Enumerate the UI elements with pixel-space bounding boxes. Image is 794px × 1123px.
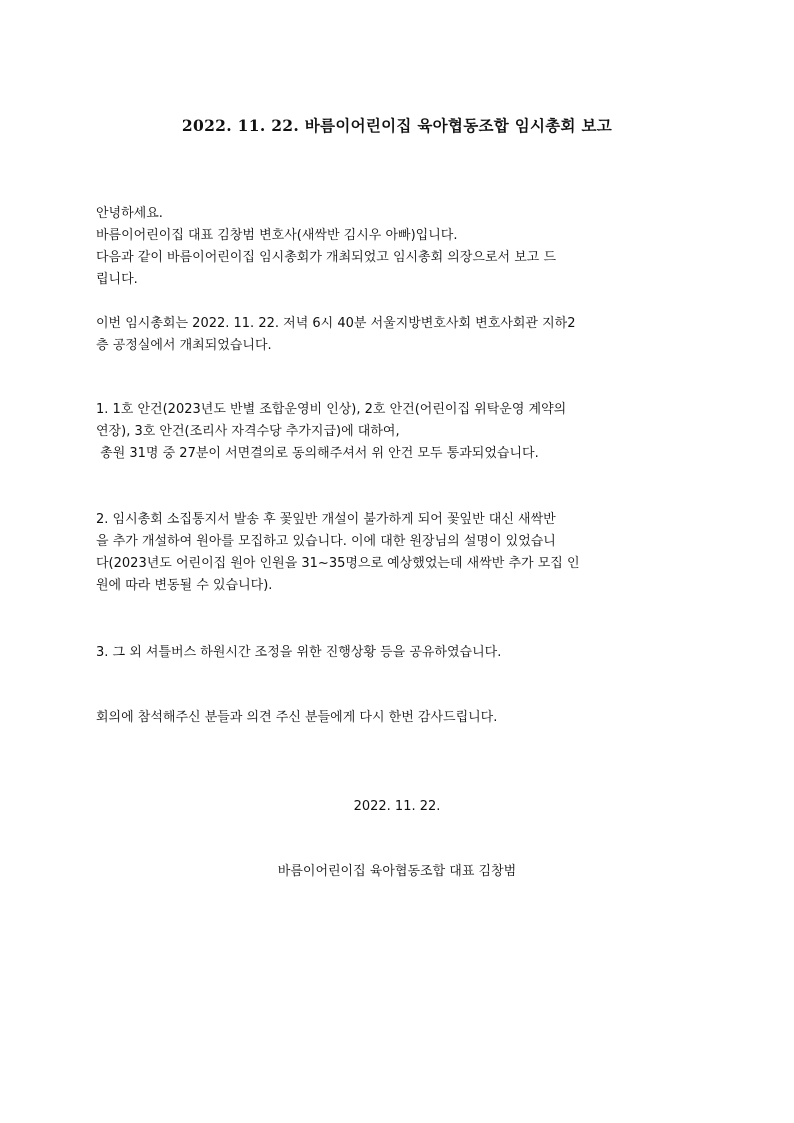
meeting-info-line: 층 공정실에서 개최되었습니다. — [96, 338, 272, 353]
document-date: 2022. 11. 22. — [353, 799, 441, 814]
agenda-item-3 — [96, 642, 696, 664]
closing-line: 회의에 참석해주신 분들과 의견 주신 분들에게 다시 한번 감사드립니다. — [96, 710, 498, 725]
agenda-item-3-line: 3. 그 외 셔틀버스 하원시간 조정을 위한 진행상황 등을 공유하였습니다. — [96, 645, 502, 660]
greeting-line: 바름이어린이집 대표 김창범 변호사(새싹반 김시우 아빠)입니다. — [96, 228, 458, 243]
document-title: 2022. 11. 22. 바름이어린이집 육아협동조합 임시총회 보고 — [181, 116, 613, 135]
greeting-line: 립니다. — [96, 272, 138, 287]
agenda-item-2-line: 다(2023년도 어린이집 원아 인원을 31~35명으로 예상했었는데 새싹반 추가 모집 인 — [96, 556, 580, 571]
agenda-item-2-line: 원에 따라 변동될 수 있습니다). — [96, 578, 273, 593]
agenda-item-2-line: 을 추가 개설하여 원아를 모집하고 있습니다. 이에 대한 원장님의 설명이 있었습니 — [96, 534, 556, 549]
agenda-item-2-line: 2. 임시총회 소집통지서 발송 후 꽃잎반 개설이 불가하게 되어 꽃잎반 대신 새싹반 — [96, 512, 556, 527]
agenda-item-2 — [96, 509, 696, 597]
meeting-info-line: 이번 임시총회는 2022. 11. 22. 저녁 6시 40분 서울지방변호사회 변호사회관 지하2 — [96, 316, 576, 331]
greeting-line: 다음과 같이 바름이어린이집 임시총회가 개최되었고 임시총회 의장으로서 보고 드 — [96, 250, 557, 265]
greeting-line: 안녕하세요. — [96, 206, 163, 221]
meeting-info-paragraph — [96, 313, 696, 357]
closing-paragraph — [96, 707, 696, 729]
greeting-paragraph — [96, 203, 696, 291]
agenda-item-1-line: 총원 31명 중 27분이 서면결의로 동의해주셔서 위 안건 모두 통과되었습니다. — [96, 446, 539, 461]
signature: 바름이어린이집 육아협동조합 대표 김창범 — [277, 864, 517, 879]
agenda-item-1-line: 연장), 3호 안건(조리사 자격수당 추가지급)에 대하여, — [96, 424, 400, 439]
agenda-item-1 — [96, 399, 696, 465]
agenda-item-1-line: 1. 1호 안건(2023년도 반별 조합운영비 인상), 2호 안건(어린이집 위탁운영 계약의 — [96, 402, 567, 417]
